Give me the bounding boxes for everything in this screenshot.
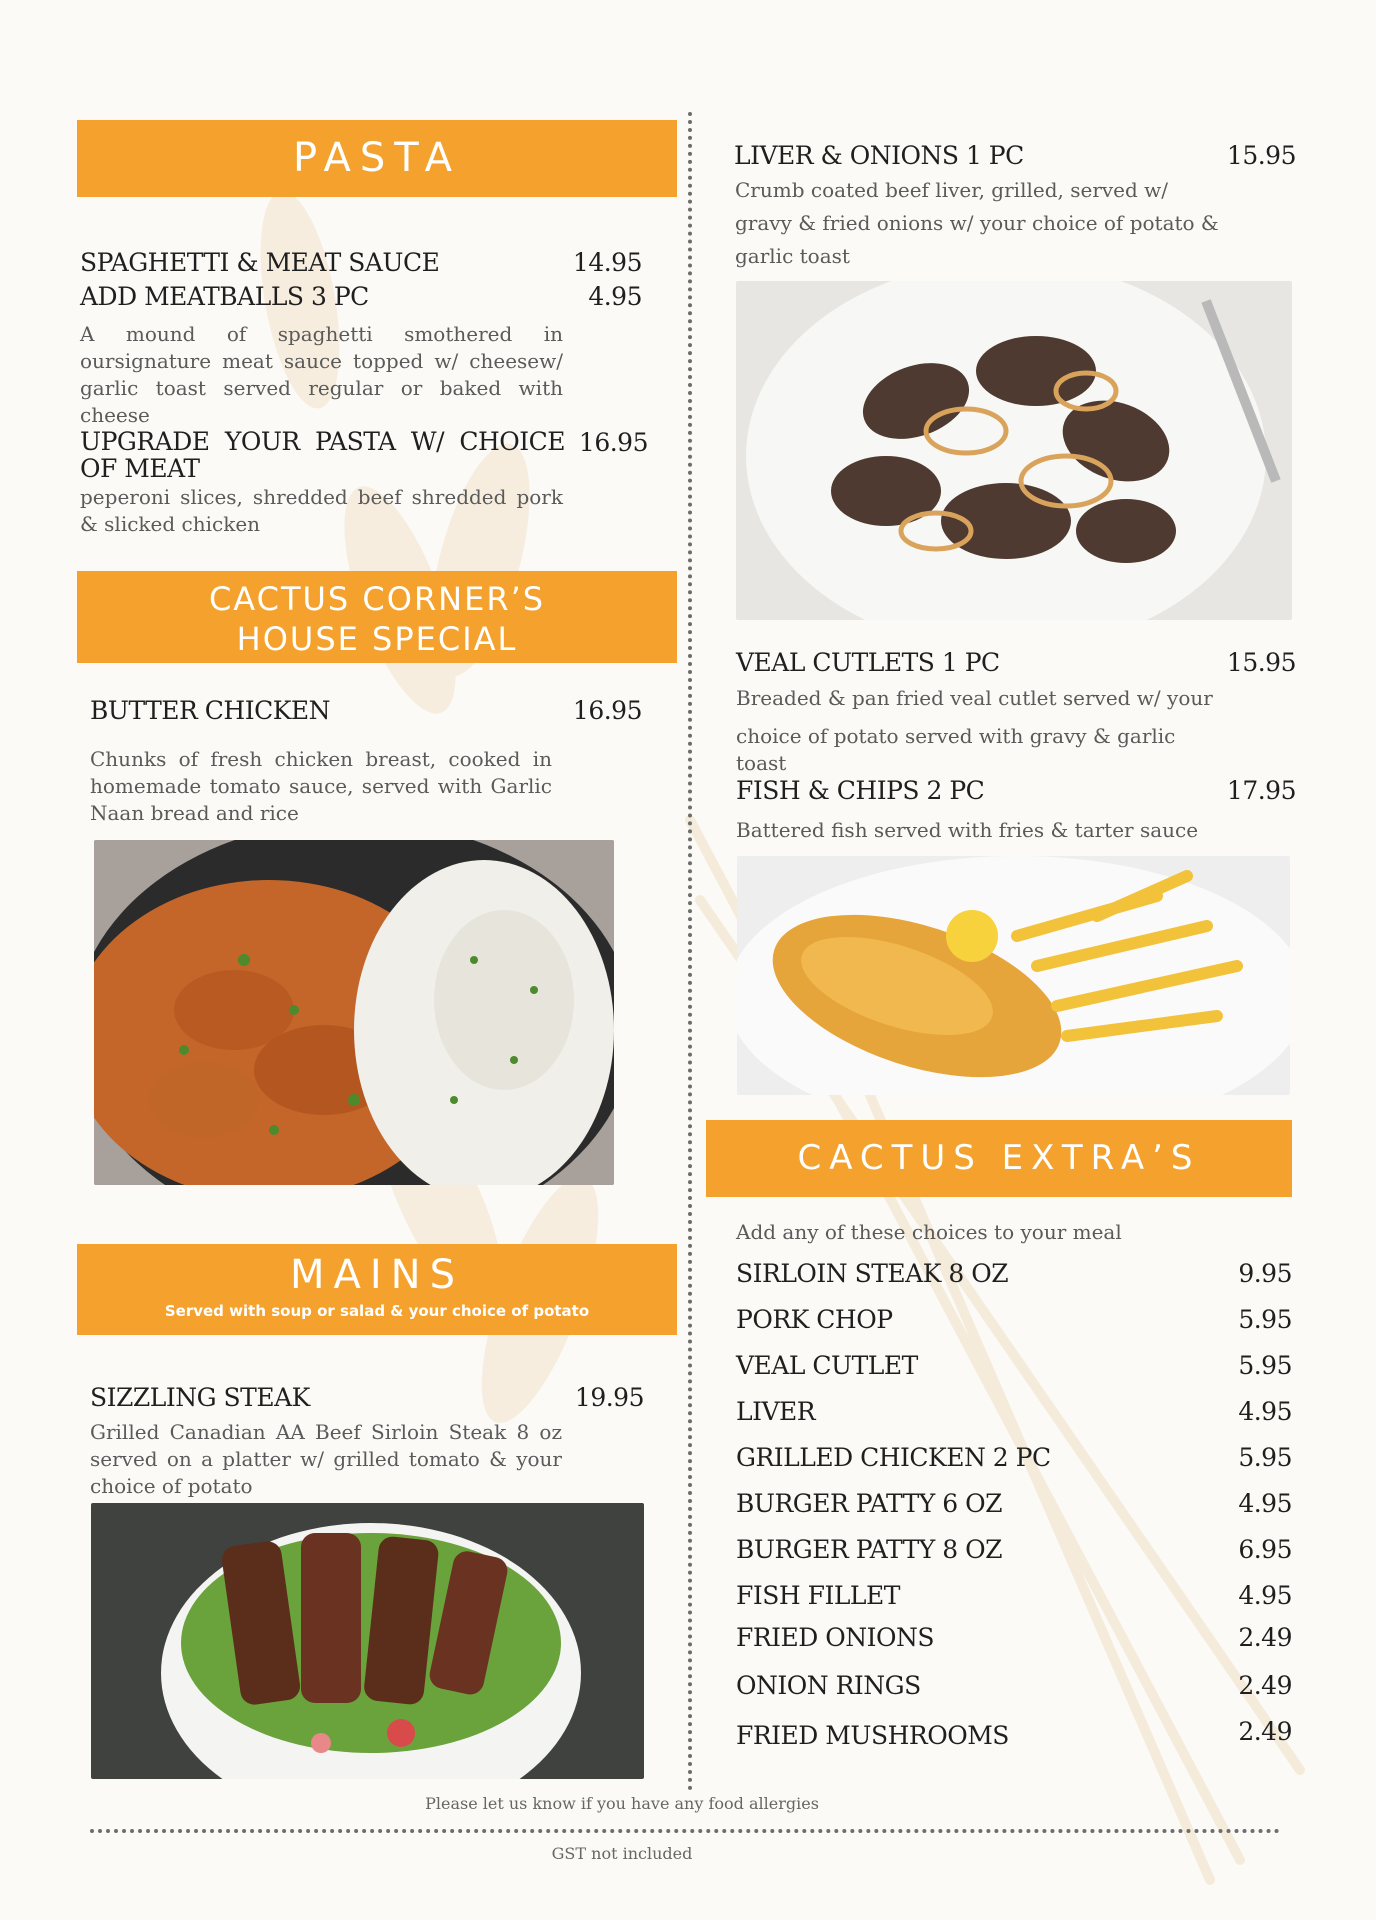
fish-chips-desc: Battered fish served with fries & tarter sauce [736, 818, 1199, 842]
column-divider [688, 112, 692, 1792]
spaghetti-desc: A mound of spaghetti smothered in oursignature meat sauce topped w/ cheesew/ garlic toast served regular or baked with cheese [80, 322, 563, 427]
spaghetti-price: 14.95 [572, 248, 642, 277]
butter-chicken-price: 16.95 [572, 696, 642, 725]
pasta-banner [77, 120, 677, 197]
extras-intro: Add any of these choices to your meal [736, 1220, 1122, 1244]
sizzling-steak-name: SIZZLING STEAK [90, 1383, 310, 1412]
pasta-title: PASTA [292, 135, 461, 181]
spaghetti-name: SPAGHETTI & MEAT SAUCE [80, 248, 440, 277]
liver-onions-photo [736, 281, 1292, 620]
veal-cutlets-desc-line2: choice of potato served with gravy & garlic toast [736, 724, 1176, 775]
butter-chicken-photo [94, 840, 614, 1185]
gst-note: GST not included [551, 1844, 693, 1863]
extras-item-name: PORK CHOP [736, 1305, 893, 1334]
extras-item-name: FRIED ONIONS [736, 1623, 935, 1652]
footer-divider [90, 1829, 1280, 1833]
extras-item-price: 4.95 [1238, 1581, 1292, 1610]
extras-item-price: 2.49 [1238, 1623, 1292, 1652]
mains-subtitle: Served with soup or salad & your choice of potato [164, 1302, 590, 1320]
house-special-banner [77, 571, 677, 663]
meatballs-price: 4.95 [588, 282, 642, 311]
veal-cutlets-price: 15.95 [1226, 648, 1296, 677]
upgrade-pasta-price: 16.95 [578, 428, 648, 457]
allergy-note: Please let us know if you have any food allergies [425, 1794, 819, 1813]
extras-item-name: ONION RINGS [736, 1671, 921, 1700]
extras-item-price: 2.49 [1238, 1717, 1292, 1746]
sizzling-steak-desc: Grilled Canadian AA Beef Sirloin Steak 8 oz served on a platter w/ grilled tomato & your choice of potato [90, 1420, 562, 1498]
extras-item-price: 5.95 [1238, 1305, 1292, 1334]
butter-chicken-desc: Chunks of fresh chicken breast, cooked in homemade tomato sauce, served with Garlic Naan bread and rice [90, 747, 552, 825]
mains-title: MAINS [290, 1252, 464, 1298]
veal-cutlets-name: VEAL CUTLETS 1 PC [736, 648, 1000, 677]
extras-item-price: 4.95 [1238, 1397, 1292, 1426]
fish-chips-price: 17.95 [1226, 776, 1296, 805]
extras-banner [706, 1120, 1292, 1197]
extras-item-name: VEAL CUTLET [736, 1351, 918, 1380]
extras-item-name: LIVER [736, 1397, 816, 1426]
sizzling-steak-price: 19.95 [574, 1383, 644, 1412]
house-special-title-line1: CACTUS CORNER’S [208, 580, 546, 618]
butter-chicken-name: BUTTER CHICKEN [90, 696, 331, 725]
veal-cutlets-desc-line1: Breaded & pan fried veal cutlet served w/ your [736, 686, 1213, 710]
extras-item-name: BURGER PATTY 8 OZ [736, 1535, 1002, 1564]
mains-banner [77, 1244, 677, 1335]
extras-item-name: FRIED MUSHROOMS [736, 1721, 1009, 1750]
extras-title: CACTUS EXTRA’S [797, 1138, 1201, 1178]
liver-onions-desc: Crumb coated beef liver, grilled, served w/ gravy & fried onions w/ your choice of potato & garlic toast [735, 178, 1219, 268]
extras-item-price: 5.95 [1238, 1351, 1292, 1380]
extras-item-price: 6.95 [1238, 1535, 1292, 1564]
extras-item-price: 4.95 [1238, 1489, 1292, 1518]
liver-onions-name: LIVER & ONIONS 1 PC [734, 141, 1024, 170]
fish-chips-name: FISH & CHIPS 2 PC [736, 776, 985, 805]
meatballs-name: ADD MEATBALLS 3 PC [80, 282, 369, 311]
liver-onions-price: 15.95 [1226, 141, 1296, 170]
upgrade-pasta-name: UPGRADE YOUR PASTA W/ CHOICE OF MEAT [80, 427, 565, 483]
house-special-title-line2: HOUSE SPECIAL [236, 620, 518, 658]
extras-item-name: SIRLOIN STEAK 8 OZ [736, 1259, 1009, 1288]
extras-item-name: FISH FILLET [736, 1581, 900, 1610]
fish-chips-photo [737, 856, 1290, 1095]
extras-item-price: 9.95 [1238, 1259, 1292, 1288]
extras-item-price: 5.95 [1238, 1443, 1292, 1472]
extras-item-name: BURGER PATTY 6 OZ [736, 1489, 1002, 1518]
sizzling-steak-photo [91, 1503, 644, 1779]
extras-item-price: 2.49 [1238, 1671, 1292, 1700]
extras-item-name: GRILLED CHICKEN 2 PC [736, 1443, 1051, 1472]
upgrade-pasta-desc: peperoni slices, shredded beef shredded pork & slicked chicken [80, 485, 563, 536]
